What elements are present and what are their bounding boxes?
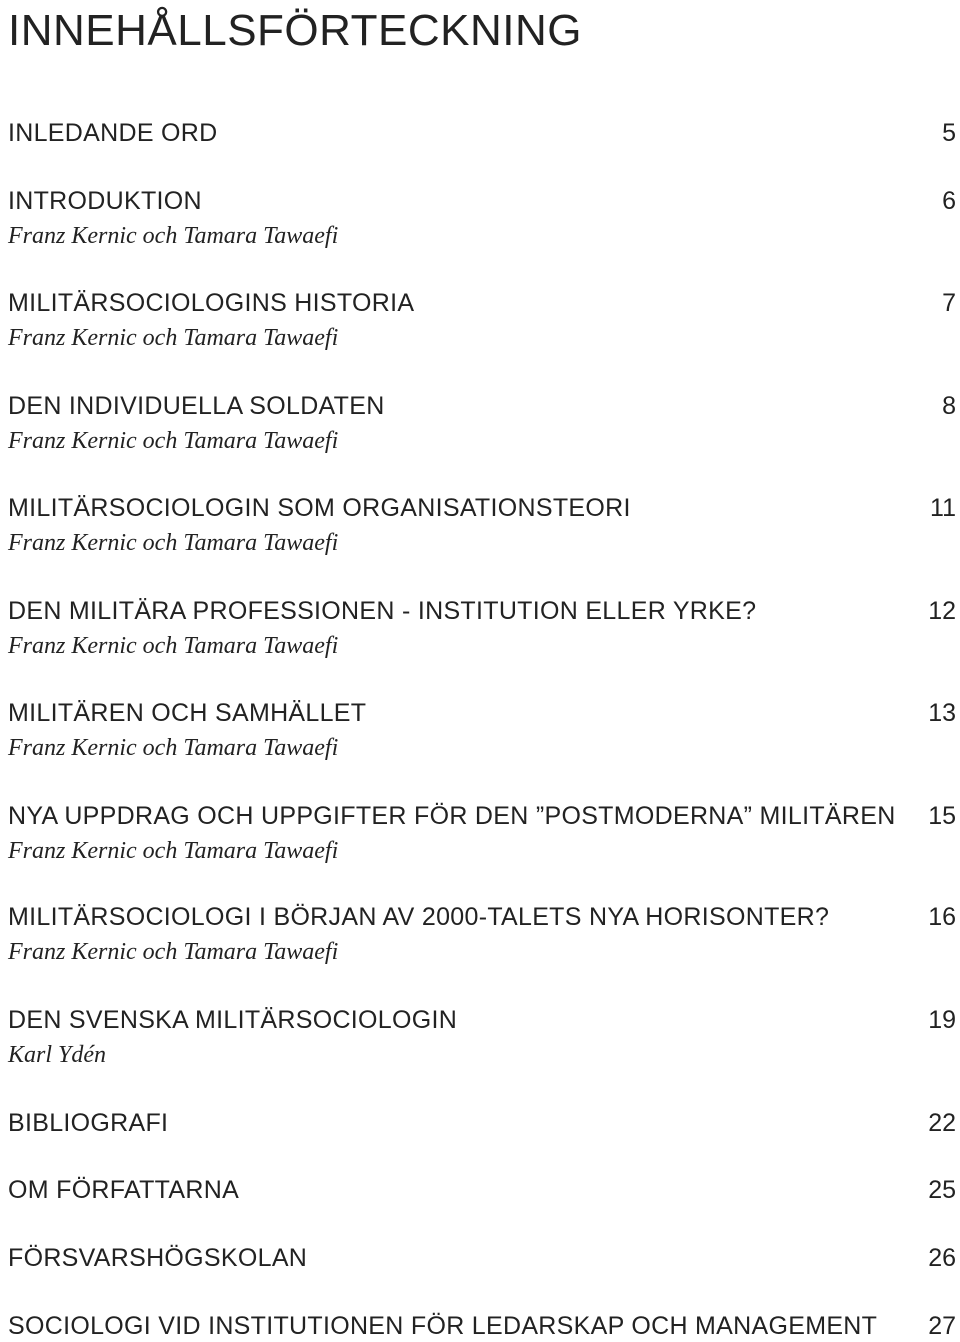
- toc-entry-title: MILITÄRSOCIOLOGI I BÖRJAN AV 2000-TALETS NYA HORISONTER?: [8, 903, 830, 931]
- toc-entry-author: Franz Kernic och Tamara Tawaefi: [8, 633, 339, 659]
- toc-entry-title: NYA UPPDRAG OCH UPPGIFTER FÖR DEN ”POSTMODERNA” MILITÄREN: [8, 802, 896, 830]
- toc-entry-author: Franz Kernic och Tamara Tawaefi: [8, 530, 339, 556]
- toc-entry-title: MILITÄREN OCH SAMHÄLLET: [8, 699, 367, 727]
- toc-entry[interactable]: [8, 117, 956, 149]
- toc-entry[interactable]: [8, 1004, 956, 1070]
- toc-entry[interactable]: [8, 1174, 956, 1206]
- toc-entry-page: 12: [928, 597, 956, 625]
- toc-entry-author: Franz Kernic och Tamara Tawaefi: [8, 939, 339, 965]
- toc-entry-title: DEN MILITÄRA PROFESSIONEN - INSTITUTION ELLER YRKE?: [8, 597, 757, 625]
- toc-entry-title: MILITÄRSOCIOLOGINS HISTORIA: [8, 289, 415, 317]
- toc-entry-page: 8: [942, 392, 956, 420]
- toc-entry[interactable]: [8, 1107, 956, 1139]
- toc-entry-page: 7: [942, 289, 956, 317]
- toc-entry-title: INTRODUKTION: [8, 187, 202, 215]
- toc-entry-title: INLEDANDE ORD: [8, 119, 218, 147]
- toc-entry-author: Franz Kernic och Tamara Tawaefi: [8, 223, 339, 249]
- toc-entry-page: 22: [928, 1109, 956, 1137]
- toc-entry[interactable]: [8, 1242, 956, 1274]
- toc-entry-title: OM FÖRFATTARNA: [8, 1176, 240, 1204]
- toc-entry-page: 25: [928, 1176, 956, 1204]
- toc-entry[interactable]: [8, 390, 956, 456]
- toc-entry-page: 13: [928, 699, 956, 727]
- toc-entry-title: DEN INDIVIDUELLA SOLDATEN: [8, 392, 385, 420]
- toc-entry-author: Franz Kernic och Tamara Tawaefi: [8, 838, 339, 864]
- toc-entry-page: 19: [928, 1006, 956, 1034]
- toc-entry-title: MILITÄRSOCIOLOGIN SOM ORGANISATIONSTEORI: [8, 494, 631, 522]
- toc-entry-page: 11: [930, 494, 956, 522]
- toc-entry-author: Franz Kernic och Tamara Tawaefi: [8, 325, 339, 351]
- toc-entry-page: 15: [928, 802, 956, 830]
- toc-entry-author: Karl Ydén: [8, 1042, 107, 1068]
- toc-entry-page: 26: [928, 1244, 956, 1272]
- toc-entry[interactable]: [8, 595, 956, 661]
- toc-entry-author: Franz Kernic och Tamara Tawaefi: [8, 428, 339, 454]
- toc-entry[interactable]: [8, 800, 956, 866]
- toc-entry-title: SOCIOLOGI VID INSTITUTIONEN FÖR LEDARSKAP OCH MANAGEMENT: [8, 1312, 878, 1340]
- toc-entry-author: Franz Kernic och Tamara Tawaefi: [8, 735, 339, 761]
- toc-entry-title: DEN SVENSKA MILITÄRSOCIOLOGIN: [8, 1006, 458, 1034]
- toc-entry[interactable]: [8, 1310, 956, 1342]
- page-title: INNEHÅLLSFÖRTECKNING: [8, 6, 582, 55]
- toc-entry[interactable]: [8, 901, 956, 967]
- toc-entry-page: 16: [928, 903, 956, 931]
- toc-entry[interactable]: [8, 185, 956, 251]
- toc-entry[interactable]: [8, 287, 956, 353]
- toc-entry[interactable]: [8, 697, 956, 763]
- toc-entry-page: 6: [942, 187, 956, 215]
- toc-entry-page: 27: [928, 1312, 956, 1340]
- toc-entry-title: FÖRSVARSHÖGSKOLAN: [8, 1244, 308, 1272]
- toc-entry-title: BIBLIOGRAFI: [8, 1109, 169, 1137]
- toc-entry[interactable]: [8, 492, 956, 558]
- toc-entry-page: 5: [942, 119, 956, 147]
